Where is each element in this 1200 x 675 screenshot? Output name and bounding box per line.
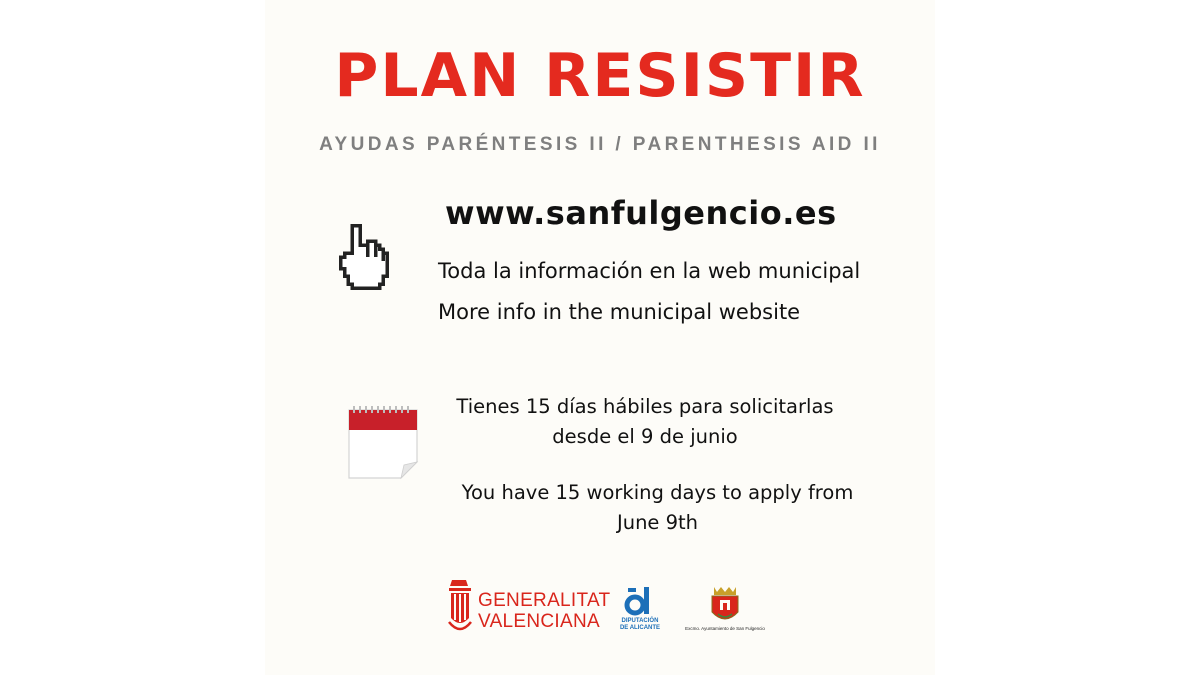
deadline-en-line1: You have 15 working days to apply from [461, 481, 854, 504]
ayuntamiento-caption: Excmo. Ayuntamiento de San Fulgencio [685, 626, 765, 631]
diputacion-logo-icon [624, 585, 656, 617]
diputacion-wordmark: DIPUTACIÓN DE ALICANTE [619, 618, 661, 631]
info-english: More info in the municipal website [438, 300, 801, 324]
info-spanish: Toda la información en la web municipal [438, 259, 861, 283]
deadline-es-line1: Tienes 15 días hábiles para solicitarlas [456, 395, 834, 418]
generalitat-wordmark: GENERALITAT VALENCIANA [478, 590, 611, 632]
deadline-es-line2: desde el 9 de junio [552, 425, 738, 448]
calendar-icon [346, 406, 420, 480]
deadline-english [420, 478, 895, 538]
pointer-hand-icon [336, 222, 392, 292]
deadline-en-line2: June 9th [616, 511, 699, 534]
poster-subtitle: AYUDAS PARÉNTESIS II / PARENTHESIS AID II [319, 134, 881, 155]
deadline-spanish [420, 392, 870, 452]
poster-title: PLAN RESISTIR [334, 41, 866, 111]
ayuntamiento-crest-icon [708, 584, 742, 626]
generalitat-crest-icon [446, 578, 474, 636]
website-url[interactable]: www.sanfulgencio.es [445, 194, 837, 232]
